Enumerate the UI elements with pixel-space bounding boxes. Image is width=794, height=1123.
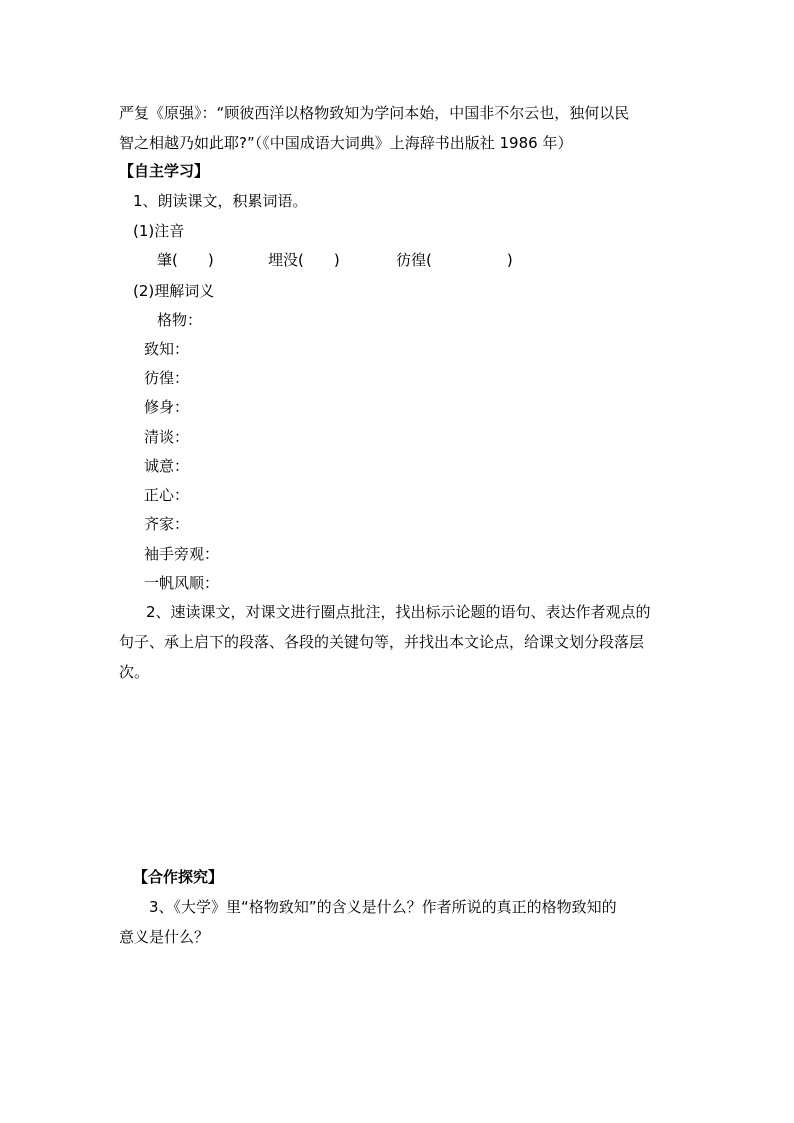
term-item: 一帆风顺：	[144, 574, 220, 592]
quote-line-1: 严复《原强》：“顾彼西洋以格物致知为学问本始，中国非不尔云也，独何以民	[119, 104, 630, 122]
term-item: 正心：	[144, 486, 190, 504]
term-item: 诚意：	[144, 457, 190, 475]
question-3-line-2: 意义是什么？	[119, 928, 210, 946]
pinyin-heading: (1)注音	[133, 222, 185, 240]
pinyin-item: 埋没( )	[268, 251, 340, 269]
term-item: 修身：	[144, 398, 190, 416]
term-item: 彷徨：	[144, 369, 190, 387]
term-item: 袖手旁观：	[144, 545, 220, 563]
task-2-line-3: 次。	[119, 663, 150, 681]
self-study-heading: 【自主学习】	[119, 162, 210, 180]
task-2-line-2: 句子、承上启下的段落、各段的关键句等，并找出本文论点，给课文划分段落层	[119, 633, 645, 651]
pinyin-item: 彷徨( )	[396, 251, 513, 269]
term-item: 齐家：	[144, 515, 190, 533]
task-1: 1、朗读课文，积累词语。	[133, 192, 308, 210]
pinyin-item: 肇( )	[157, 251, 214, 269]
quote-line-2: 智之相越乃如此耶?”（《中国成语大词典》上海辞书出版社 1986 年）	[119, 134, 573, 152]
term-item: 格物：	[157, 311, 203, 329]
term-item: 致知：	[144, 340, 190, 358]
cooperative-heading: 【合作探究】	[133, 868, 224, 886]
meaning-heading: (2)理解词义	[133, 282, 215, 300]
task-2-line-1: 2、速读课文，对课文进行圈点批注，找出标示论题的语句、表达作者观点的	[146, 603, 651, 621]
question-3-line-1: 3、《大学》里“格物致知”的含义是什么？作者所说的真正的格物致知的	[149, 898, 617, 916]
term-item: 清谈：	[144, 428, 190, 446]
